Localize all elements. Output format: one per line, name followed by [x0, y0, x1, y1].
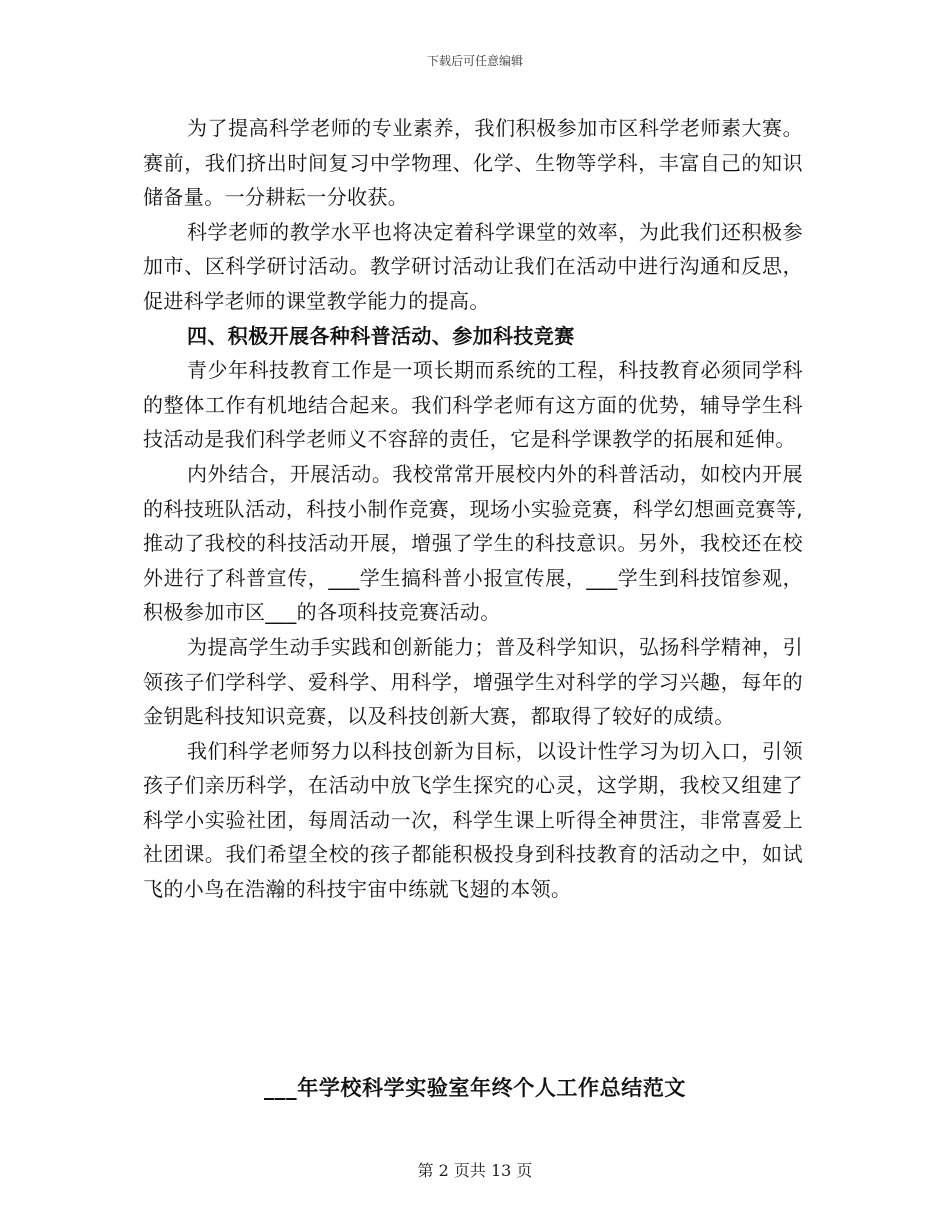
paragraph: 内外结合，开展活动。我校常常开展校内外的科普活动，如校内开展的科技班队活动，科技小制作竞赛，现场小实验竞赛，科学幻想画竞赛等,推动了我校的科技活动开展，增强了学生的科技意识。另外，我校还在校外进行了科普宣传，___学生搞科普小报宣传展，___学生到科技馆参观，积极参加市区___的各项科技竞赛活动。	[143, 461, 803, 625]
page-header-note: 下载后可任意编辑	[426, 54, 523, 68]
paragraph: 青少年科技教育工作是一项长期而系统的工程，科技教育必须同学科的整体工作有机地结合起来。我们科学老师有这方面的优势，辅导学生科技活动是我们科学老师义不容辞的责任，它是科学课教学的拓展和延伸。	[143, 358, 803, 452]
paragraph: 科学老师的教学水平也将决定着科学课堂的效率，为此我们还积极参加市、区科学研讨活动。教学研讨活动让我们在活动中进行沟通和反思，促进科学老师的课堂教学能力的提高。	[143, 219, 803, 313]
next-document-title: ___年学校科学实验室年终个人工作总结范文	[263, 1076, 687, 1100]
paragraph: 我们科学老师努力以科技创新为目标，以设计性学习为切入口，引领孩子们亲历科学，在活动中放飞学生探究的心灵，这学期，我校又组建了科学小实验社团，每周活动一次，科学生课上听得全神贯注，非常喜爱上社团课。我们希望全校的孩子都能积极投身到科技教育的活动之中，如试飞的小鸟在浩瀚的科技宇宙中练就飞翅的本领。	[143, 738, 803, 902]
paragraph: 为提高学生动手实践和创新能力；普及科学知识，弘扬科学精神，引领孩子们学科学、爱科学、用科学，增强学生对科学的学习兴趣，每年的金钥匙科技知识竞赛，以及科技创新大赛，都取得了较好的成绩。	[143, 634, 803, 729]
section-heading: 四、积极开展各种科普活动、参加科技竞赛	[187, 323, 575, 348]
document-body	[143, 111, 803, 907]
paragraph: 为了提高科学老师的专业素养，我们积极参加市区科学老师素大赛。赛前，我们挤出时间复习中学物理、化学、生物等学科，丰富自己的知识储备量。一分耕耘一分收获。	[143, 116, 803, 210]
page-number: 第 2 页共 13 页	[417, 1161, 533, 1180]
